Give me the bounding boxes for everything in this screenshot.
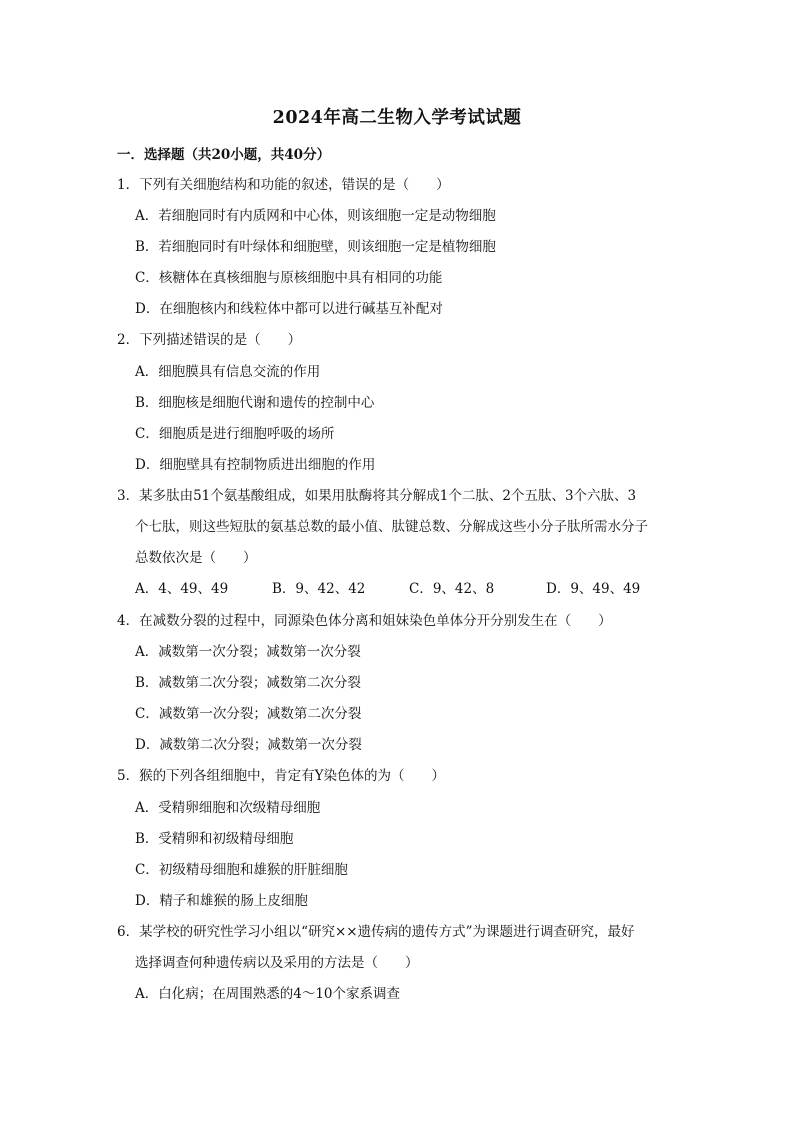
- question-3-stem-continued: 总数依次是（ ）: [135, 550, 257, 566]
- question-2-option-d[interactable]: D．细胞壁具有控制物质进出细胞的作用: [135, 457, 376, 473]
- question-3-option-b[interactable]: B．9、42、42: [272, 581, 366, 597]
- question-5-stem: 5．猴的下列各组细胞中，肯定有Y染色体的为（ ）: [117, 768, 446, 784]
- question-5-option-c[interactable]: C．初级精母细胞和雄猴的肝脏细胞: [135, 862, 348, 878]
- question-2-option-c[interactable]: C．细胞质是进行细胞呼吸的场所: [135, 426, 335, 442]
- question-6-option-a[interactable]: A．白化病；在周围熟悉的4～10个家系调查: [135, 986, 401, 1002]
- question-4-option-d[interactable]: D．减数第二次分裂；减数第一次分裂: [135, 737, 362, 753]
- section-heading: 一．选择题（共20小题，共40分）: [117, 147, 331, 163]
- question-1-stem: 1．下列有关细胞结构和功能的叙述，错误的是（ ）: [117, 177, 450, 193]
- question-3-stem-continued: 个七肽，则这些短肽的氨基总数的最小值、肽键总数、分解成这些小分子肽所需水分子: [135, 519, 648, 535]
- question-4-option-b[interactable]: B．减数第二次分裂；减数第二次分裂: [135, 675, 361, 691]
- question-2-option-b[interactable]: B．细胞核是细胞代谢和遗传的控制中心: [135, 395, 375, 411]
- question-6-stem: 6．某学校的研究性学习小组以“研究××遗传病的遗传方式”为课题进行调查研究，最好: [117, 924, 635, 940]
- page-title: 2024年高二生物入学考试试题: [272, 108, 522, 128]
- question-4-option-a[interactable]: A．减数第一次分裂；减数第一次分裂: [135, 644, 361, 660]
- question-3-option-d[interactable]: D．9、49、49: [546, 581, 641, 597]
- question-3-option-c[interactable]: C．9、42、8: [409, 581, 495, 597]
- question-5-option-d[interactable]: D．精子和雄猴的肠上皮细胞: [135, 893, 308, 909]
- question-3-options-row: [135, 579, 655, 599]
- question-1-option-b[interactable]: B．若细胞同时有叶绿体和细胞壁，则该细胞一定是植物细胞: [135, 239, 496, 255]
- question-3-option-a[interactable]: A．4、49、49: [135, 581, 229, 597]
- question-1-option-c[interactable]: C．核糖体在真核细胞与原核细胞中具有相同的功能: [135, 270, 443, 286]
- question-1-option-d[interactable]: D．在细胞核内和线粒体中都可以进行碱基互补配对: [135, 301, 443, 317]
- question-6-stem-continued: 选择调查何种遗传病以及采用的方法是（ ）: [135, 955, 419, 971]
- question-2-option-a[interactable]: A．细胞膜具有信息交流的作用: [135, 364, 321, 380]
- question-2-stem: 2．下列描述错误的是（ ）: [117, 332, 302, 348]
- question-4-stem: 4．在减数分裂的过程中，同源染色体分离和姐妹染色单体分开分别发生在（ ）: [117, 613, 612, 629]
- question-5-option-a[interactable]: A．受精卵细胞和次级精母细胞: [135, 800, 321, 816]
- question-3-stem: 3．某多肽由51个氨基酸组成，如果用肽酶将其分解成1个二肽、2个五肽、3个六肽、3: [117, 488, 637, 504]
- question-1-option-a[interactable]: A．若细胞同时有内质网和中心体，则该细胞一定是动物细胞: [135, 208, 496, 224]
- question-4-option-c[interactable]: C．减数第一次分裂；减数第二次分裂: [135, 706, 362, 722]
- question-5-option-b[interactable]: B．受精卵和初级精母细胞: [135, 831, 294, 847]
